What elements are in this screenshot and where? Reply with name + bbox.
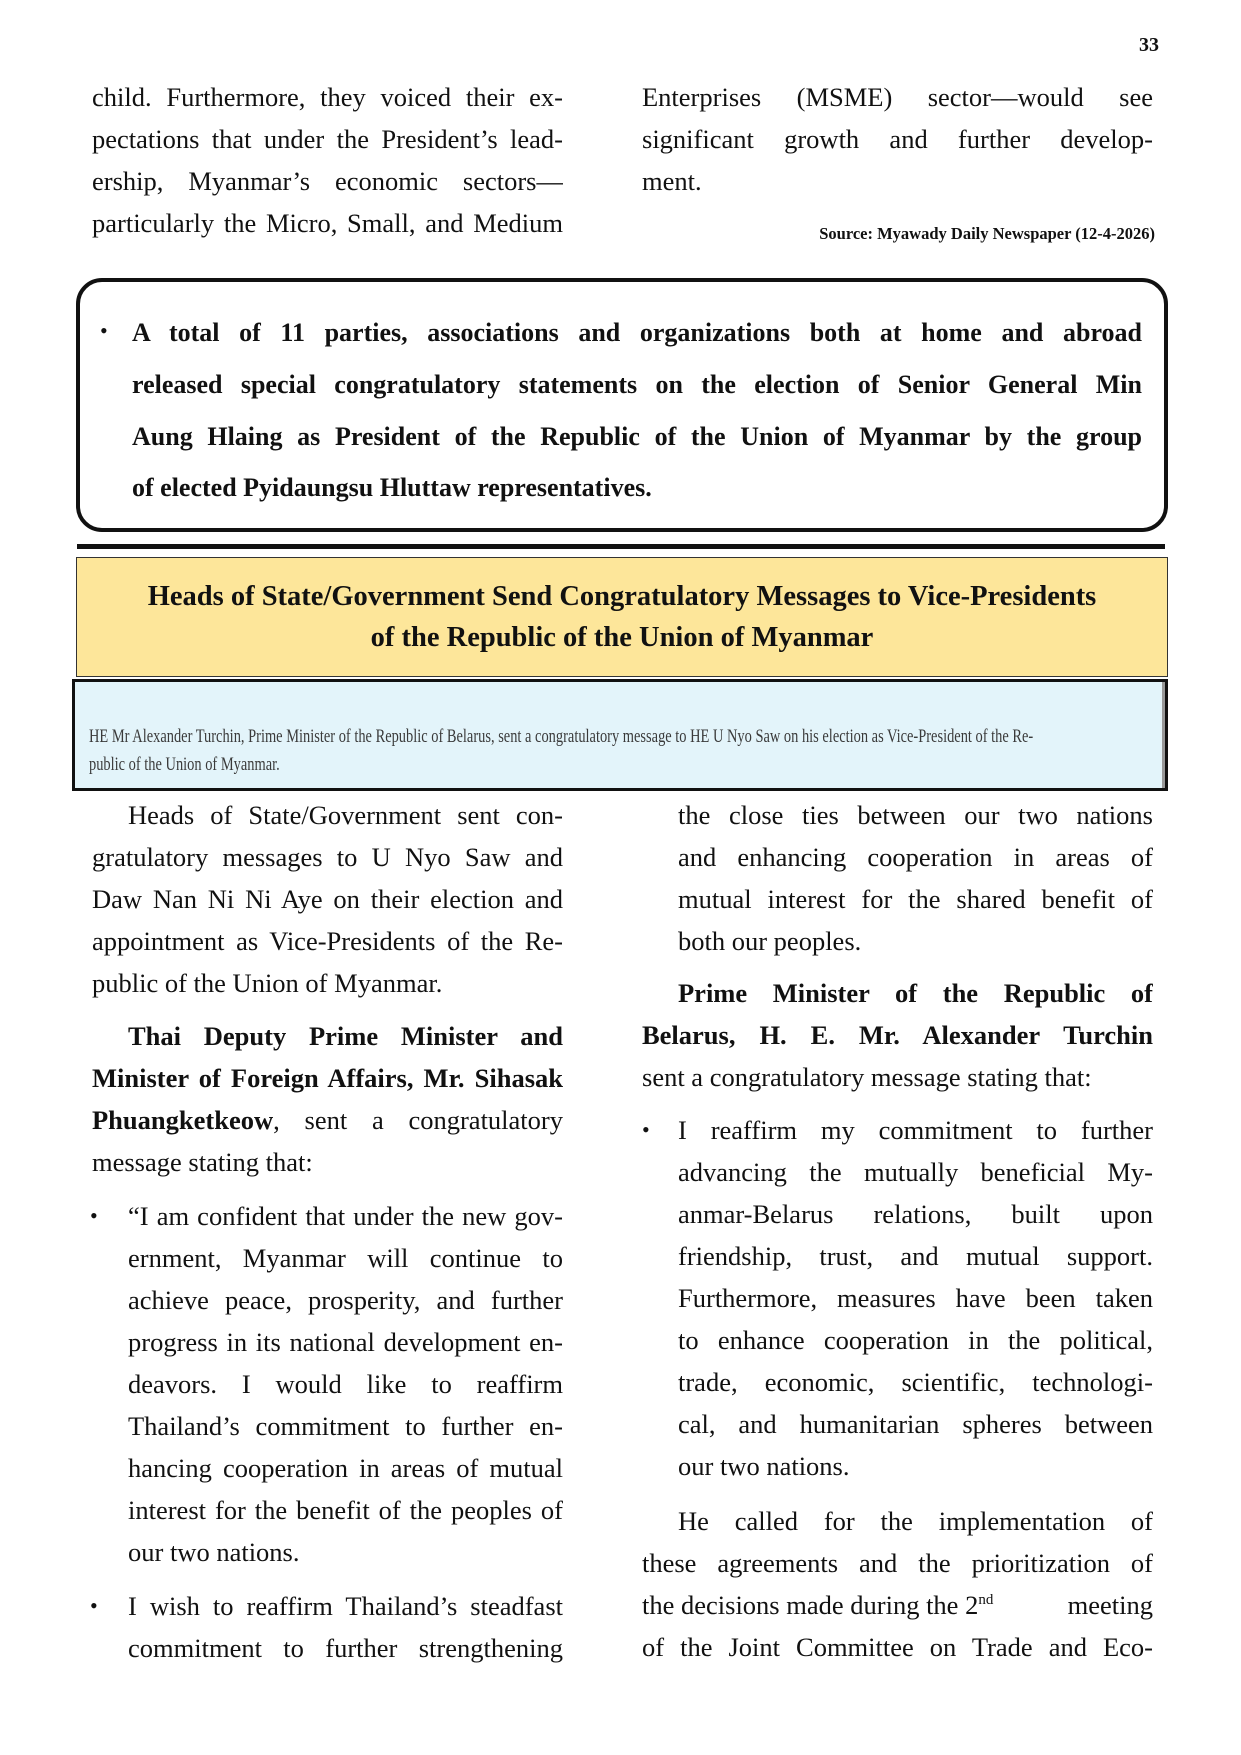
text-line: hancing cooperation in areas of mutual [128,1453,563,1483]
ordinal-suffix: nd [978,1592,994,1608]
text-line: I reaffirm my commitment to further [678,1115,1153,1145]
text-line: Daw Nan Ni Ni Aye on their election and [92,884,563,914]
speaker-heading: Prime Minister of the Republic of [678,978,1153,1008]
text-line: particularly the Micro, Small, and Medium [92,208,563,238]
speaker-name: Phuangketkeow [92,1105,274,1135]
text-line: interest for the benefit of the peoples of [128,1495,563,1525]
bullet-icon: • [100,318,108,343]
speaker-heading: Minister of Foreign Affairs, Mr. Sihasak [92,1063,563,1093]
text-line: significant growth and further develop- [642,124,1153,154]
page-number: 33 [1139,34,1159,56]
callout-line: released special congratulatory statements on the election of Senior General Min [132,370,1142,399]
text-line: trade, economic, scientific, technologi- [678,1367,1153,1397]
text-line: our two nations. [128,1537,300,1567]
text-line: message stating that: [92,1147,313,1177]
bullet-icon: • [642,1117,650,1142]
speaker-heading: Thai Deputy Prime Minister and [128,1021,563,1051]
text-line [642,1589,1153,1621]
callout-line: Aung Hlaing as President of the Republic of the Union of Myanmar by the group [132,422,1142,451]
bullet-icon: • [90,1593,98,1618]
text-line: ership, Myanmar’s economic sectors— [92,166,563,196]
source-citation: Source: Myawady Daily Newspaper (12-4-2026) [819,224,1155,243]
text-line: Furthermore, measures have been taken [678,1283,1153,1313]
text-line: Thailand’s commitment to further en- [128,1411,563,1441]
text-line: deavors. I would like to reaffirm [128,1369,563,1399]
text-line: our two nations. [678,1451,850,1481]
text-fragment: the decisions made during the 2 [642,1590,979,1620]
text-line: gratulatory messages to U Nyo Saw and [92,842,563,872]
text-line: I wish to reaffirm Thailand’s steadfast [128,1591,563,1621]
text-line [92,1104,563,1136]
speaker-heading: Belarus, H. E. Mr. Alexander Turchin [642,1020,1153,1050]
text-line: ernment, Myanmar will continue to [128,1243,563,1273]
text-line: Heads of State/Government sent con- [128,800,563,830]
text-line: the close ties between our two nations [678,800,1153,830]
text-line: appointment as Vice-Presidents of the Re- [92,926,563,956]
excerpt-line: HE Mr Alexander Turchin, Prime Minister of the Republic of Belarus, sent a congratulatory message to HE U Nyo Saw on his election as Vice-President of the Re- [89,727,1034,747]
text-line: of the Joint Committee on Trade and Eco- [642,1632,1153,1662]
section-title-line: Heads of State/Government Send Congratulatory Messages to Vice-Presidents [147,581,1097,612]
text-line: mutual interest for the shared benefit of [678,884,1153,914]
text-line: “I am confident that under the new gov- [128,1201,563,1231]
text-line: both our peoples. [678,926,862,956]
text-fragment [642,1589,993,1621]
text-line: public of the Union of Myanmar. [92,968,443,998]
text-line: achieve peace, prosperity, and further [128,1285,563,1315]
text-line: commitment to further strengthening [128,1633,563,1663]
section-divider [77,544,1165,549]
text-line: and enhancing cooperation in areas of [678,842,1153,872]
text-line: anmar-Belarus relations, built upon [678,1199,1153,1229]
callout-line: of elected Pyidaungsu Hluttaw representatives. [132,473,652,502]
text-fragment: , sent a congratulatory [273,1105,563,1135]
text-line: cal, and humanitarian spheres between [678,1409,1153,1439]
text-line: child. Furthermore, they voiced their ex- [92,82,563,112]
text-line: advancing the mutually beneficial My- [678,1157,1153,1187]
text-line: Enterprises (MSME) sector—would see [642,82,1153,112]
text-line: ment. [642,166,702,196]
callout-box [76,278,1168,532]
text-line: these agreements and the prioritization of [642,1548,1153,1578]
text-line: He called for the implementation of [678,1506,1153,1536]
section-title-banner [76,557,1168,677]
text-line: pectations that under the President’s lead- [92,124,563,154]
text-line: friendship, trust, and mutual support. [678,1241,1153,1271]
section-title-line: of the Republic of the Union of Myanmar [370,622,874,653]
bullet-icon: • [90,1203,98,1228]
text-line: sent a congratulatory message stating that: [642,1062,1092,1092]
excerpt-line: public of the Union of Myanmar. [89,755,280,775]
news-excerpt-box [72,679,1168,791]
callout-line: A total of 11 parties, associations and organizations both at home and abroad [132,318,1142,347]
text-line: progress in its national development en- [128,1327,563,1357]
text-line: to enhance cooperation in the political, [678,1325,1153,1355]
text-fragment: meeting [1067,1590,1153,1620]
